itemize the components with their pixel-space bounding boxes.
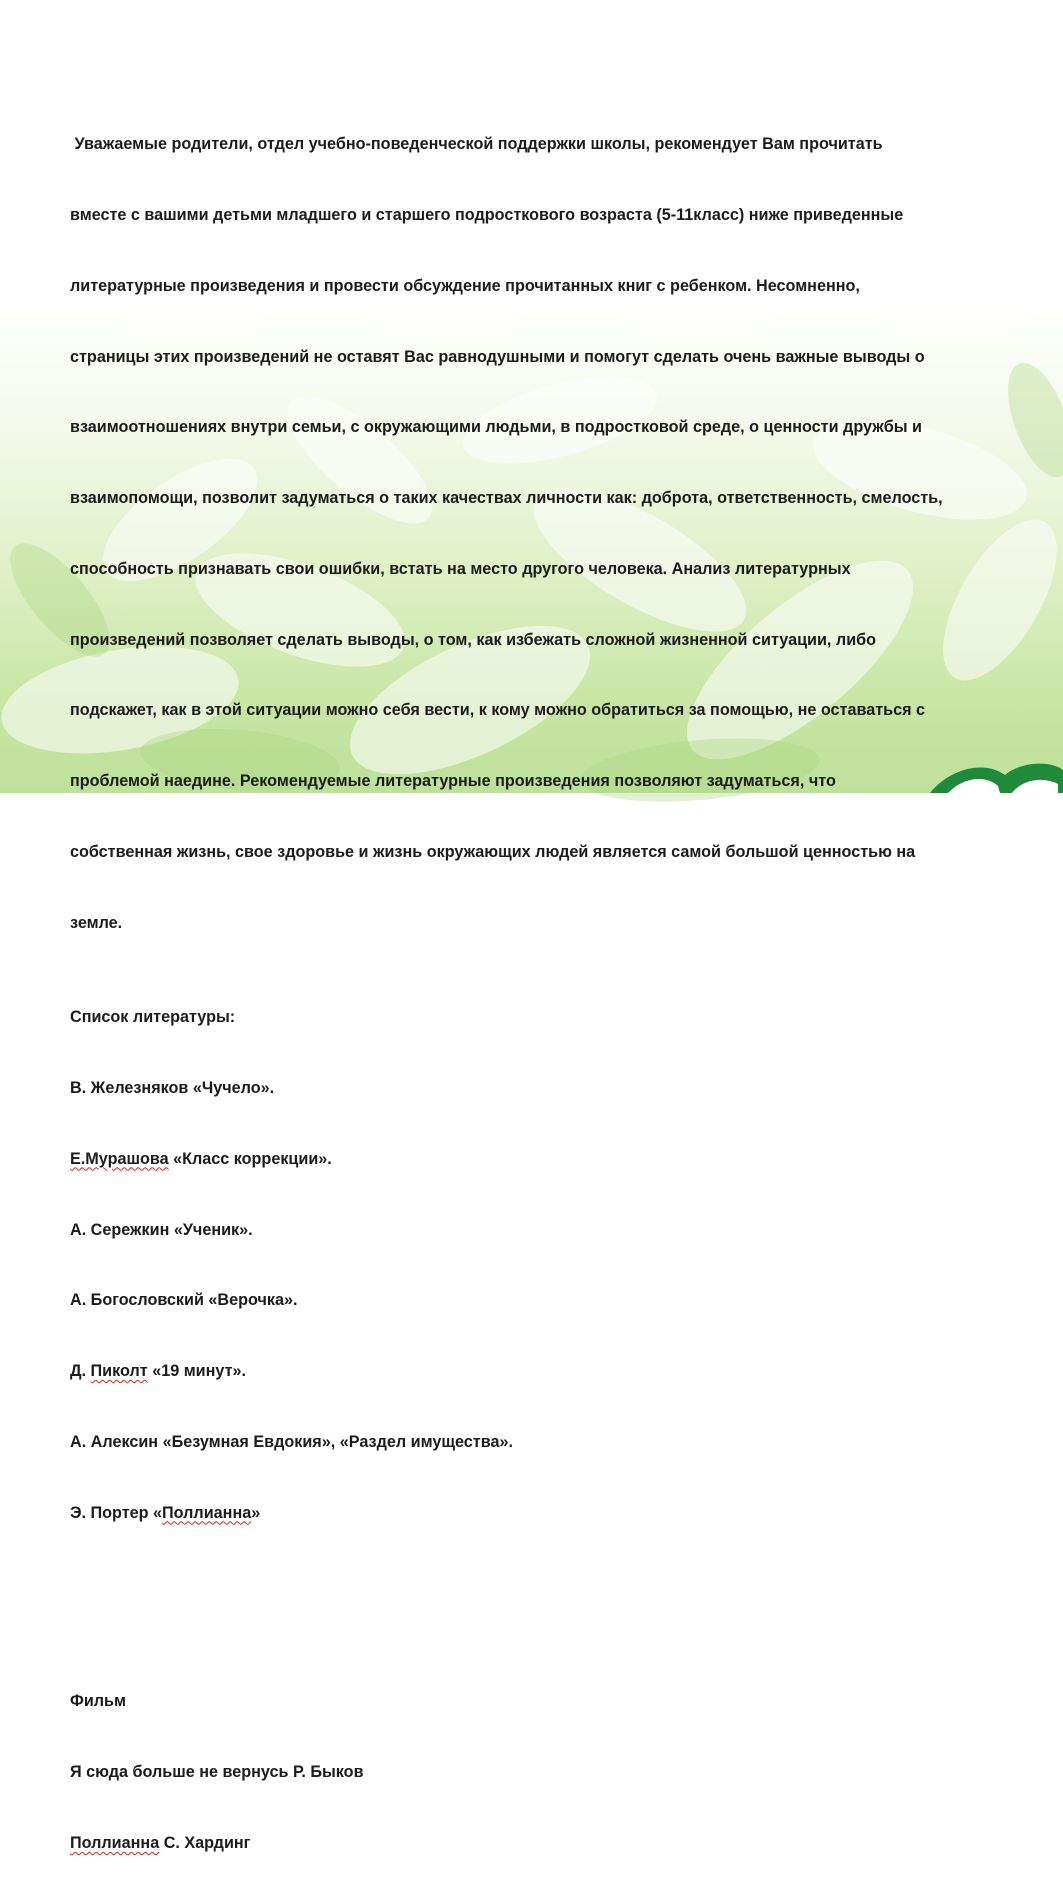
- film-heading: Фильм: [70, 1692, 126, 1711]
- film-title: Поллианна: [70, 1833, 160, 1852]
- intro-line: взаимопомощи, позволит задуматься о таких качествах личности как: доброта, ответственность, смелость,: [70, 489, 943, 508]
- intro-line: Уважаемые родители, отдел учебно-поведенческой поддержки школы, рекомендует Вам прочитать: [70, 135, 883, 154]
- book-item: А. Богословский «Верочка».: [70, 1291, 298, 1310]
- book-suffix: »: [251, 1503, 261, 1522]
- book-list-heading: Список литературы:: [70, 1008, 236, 1027]
- book-item: [70, 1502, 1010, 1526]
- book-item: В. Железняков «Чучело».: [70, 1078, 275, 1097]
- film-director: С. Хардинг: [159, 1833, 251, 1852]
- intro-line: страницы этих произведений не оставят Вас равнодушными и помогут сделать очень важные выводы о: [70, 347, 925, 366]
- intro-line: земле.: [70, 913, 123, 932]
- intro-line: вместе с вашими детьми младшего и старшего подросткового возраста (5-11класс) ниже приведенные: [70, 205, 904, 224]
- book-title: Поллианна: [162, 1503, 252, 1522]
- book-prefix: Д.: [70, 1362, 91, 1381]
- intro-line: взаимоотношениях внутри семьи, с окружающими людьми, в подростковой среде, о ценности дружбы и: [70, 418, 922, 437]
- film-item: [70, 1832, 1010, 1856]
- book-author: Пиколт: [90, 1362, 148, 1381]
- book-item: А. Алексин «Безумная Евдокия», «Раздел имущества».: [70, 1432, 513, 1451]
- intro-line: подскажет, как в этой ситуации можно себя вести, к кому можно обратиться за помощью, не оставаться с: [70, 701, 926, 720]
- film-item: Я сюда больше не вернусь Р. Быков: [70, 1763, 364, 1782]
- intro-line: проблемой наедине. Рекомендуемые литературные произведения позволяют задуматься, что: [70, 772, 836, 791]
- intro-line: собственная жизнь, свое здоровье и жизнь окружающих людей является самой большой ценностью на: [70, 843, 916, 861]
- book-title: «19 минут».: [147, 1362, 247, 1381]
- book-prefix: Э. Портер «: [70, 1503, 163, 1522]
- book-item: [70, 1360, 1010, 1384]
- intro-line: произведений позволяет сделать выводы, о том, как избежать сложной жизненной ситуации, либо: [70, 630, 877, 649]
- book-item: А. Сережкин «Ученик».: [70, 1220, 253, 1239]
- intro-line: литературные произведения и провести обсуждение прочитанных книг с ребенком. Несомненно,: [70, 276, 860, 295]
- spacer: [70, 1596, 1010, 1620]
- book-title: «Класс коррекции».: [168, 1149, 332, 1168]
- intro-line: способность признавать свои ошибки, встать на место другого человека. Анализ литературных: [70, 559, 851, 578]
- letter-text: [70, 86, 1010, 1903]
- book-item: [70, 1148, 1010, 1172]
- book-author: Е.Мурашова: [70, 1149, 169, 1168]
